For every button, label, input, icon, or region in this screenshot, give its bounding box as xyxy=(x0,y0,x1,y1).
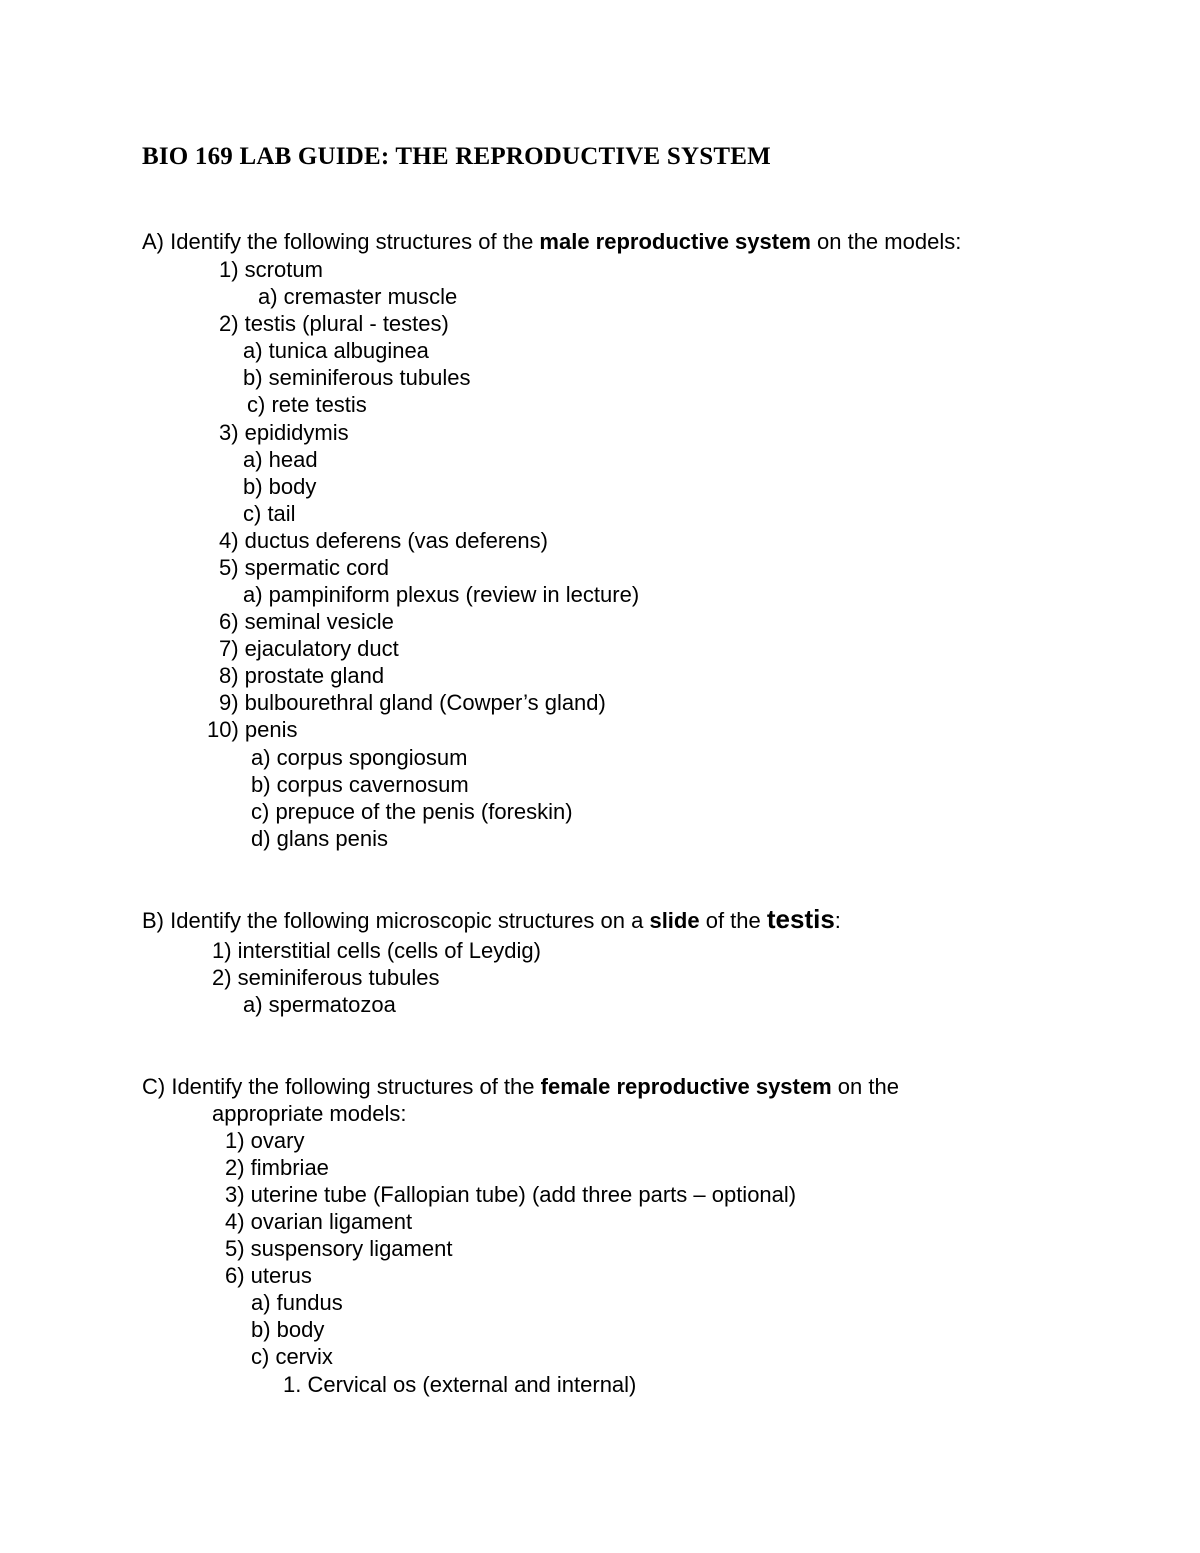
list-item: a) tunica albuginea xyxy=(243,338,429,363)
list-item: 5) suspensory ligament xyxy=(225,1236,453,1261)
list-item: 7) ejaculatory duct xyxy=(219,636,399,661)
list-item: a) corpus spongiosum xyxy=(251,745,468,770)
list-item: 1) scrotum xyxy=(219,257,323,282)
list-item: 1. Cervical os (external and internal) xyxy=(283,1372,637,1397)
list-item: b) body xyxy=(243,474,317,499)
section-a-intro xyxy=(142,228,961,255)
list-item: 8) prostate gland xyxy=(219,663,385,688)
list-item: c) cervix xyxy=(251,1344,333,1369)
section-b-intro-text: B) Identify the following microscopic structures on a xyxy=(142,908,650,933)
list-item: 9) bulbourethral gland (Cowper’s gland) xyxy=(219,690,606,715)
section-b-intro-end: : xyxy=(834,908,841,933)
list-item: a) cremaster muscle xyxy=(258,284,458,309)
list-item: a) pampiniform plexus (review in lecture) xyxy=(243,582,640,607)
list-item: 2) testis (plural - testes) xyxy=(219,311,449,336)
list-item: 10) penis xyxy=(207,717,298,742)
list-item: 6) uterus xyxy=(225,1263,312,1288)
list-item: 4) ovarian ligament xyxy=(225,1209,413,1234)
list-item: 3) uterine tube (Fallopian tube) (add three parts – optional) xyxy=(225,1182,797,1207)
list-item: d) glans penis xyxy=(251,826,388,851)
section-c-intro-bold: female reproductive system xyxy=(540,1074,832,1099)
list-item: 5) spermatic cord xyxy=(219,555,389,580)
list-item: c) rete testis xyxy=(247,392,367,417)
list-item: 3) epididymis xyxy=(219,420,349,445)
list-item: 2) fimbriae xyxy=(225,1155,329,1180)
page-title: BIO 169 LAB GUIDE: THE REPRODUCTIVE SYSTEM xyxy=(142,143,771,170)
list-item: b) corpus cavernosum xyxy=(251,772,469,797)
section-b-intro-bold: slide xyxy=(649,908,700,933)
list-item: b) seminiferous tubules xyxy=(243,365,471,390)
list-item: 1) interstitial cells (cells of Leydig) xyxy=(212,938,541,963)
list-item: 4) ductus deferens (vas deferens) xyxy=(219,528,548,553)
list-item: 1) ovary xyxy=(225,1128,305,1153)
list-item: a) head xyxy=(243,447,318,472)
list-item: b) body xyxy=(251,1317,325,1342)
section-b-intro xyxy=(142,906,841,934)
section-a-intro-text: A) Identify the following structures of the xyxy=(142,229,540,254)
list-item: c) tail xyxy=(243,501,296,526)
section-b-intro-emphasis: testis xyxy=(766,904,835,934)
list-item: a) fundus xyxy=(251,1290,343,1315)
section-a-intro-bold: male reproductive system xyxy=(539,229,811,254)
list-item: 6) seminal vesicle xyxy=(219,609,394,634)
list-item: c) prepuce of the penis (foreskin) xyxy=(251,799,573,824)
list-item: 2) seminiferous tubules xyxy=(212,965,440,990)
section-a-intro-end: on the models: xyxy=(810,229,962,254)
section-b-intro-mid: of the xyxy=(699,908,767,933)
section-c-intro xyxy=(142,1073,899,1100)
list-item: a) spermatozoa xyxy=(243,992,396,1017)
section-c-intro-text: C) Identify the following structures of the xyxy=(142,1074,541,1099)
section-c-intro-continued: appropriate models: xyxy=(212,1101,407,1126)
section-c-intro-end: on the xyxy=(831,1074,899,1099)
